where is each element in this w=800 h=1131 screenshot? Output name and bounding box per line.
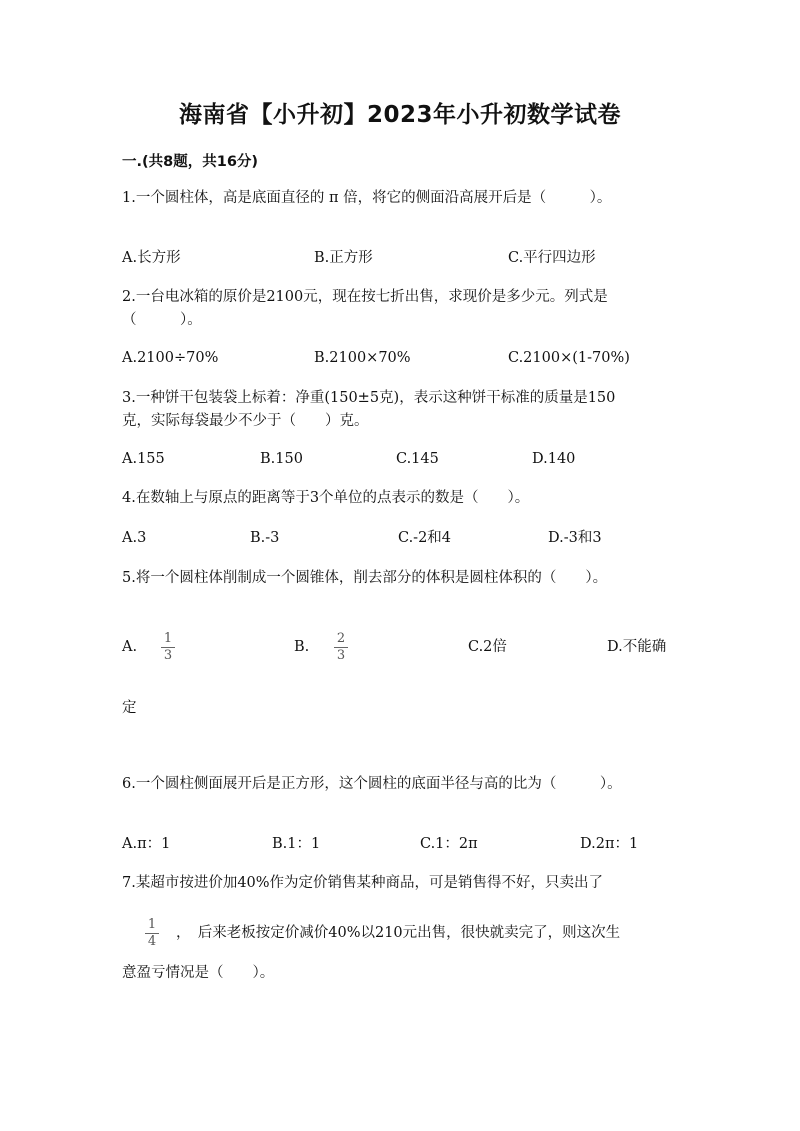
q6-option-d[interactable]: D.2π：1 [580,836,639,852]
question-7-text-line1: 7.某超市按进价加40%作为定价销售某种商品，可是销售得不好，只卖出了 [122,875,604,891]
page-title: 海南省【小升初】2023年小升初数学试卷 [178,102,621,128]
q3-option-c[interactable]: C.145 [396,451,439,467]
q4-option-a[interactable]: A.3 [122,530,147,546]
q7-fraction-numerator: 1 [147,917,157,932]
question-2-text-line2: （ ）。 [122,312,202,328]
q3-option-d[interactable]: D.140 [532,451,576,467]
q4-option-b[interactable]: B.-3 [250,530,280,546]
question-7-text-line3: 意盈亏情况是（ ）。 [122,965,275,981]
question-3-text-line1: 3.一种饼干包装袋上标着：净重(150±5克)，表示这种饼干标准的质量是150 [122,390,616,406]
question-6-text: 6.一个圆柱侧面展开后是正方形，这个圆柱的底面半径与高的比为（ ）。 [122,776,622,792]
q6-option-a[interactable]: A.π：1 [122,836,171,852]
q5-option-b-numerator: 2 [336,631,346,646]
q6-option-c[interactable]: C.1：2π [420,836,478,852]
q5-option-d-line2[interactable]: 定 [122,700,137,716]
q2-option-a[interactable]: A.2100÷70% [122,350,219,366]
q5-option-b-denominator: 3 [336,648,346,663]
q4-option-d[interactable]: D.-3和3 [548,530,602,546]
q5-option-b-label[interactable]: B. [294,639,310,655]
q2-option-b[interactable]: B.2100×70% [314,350,411,366]
q7-fraction [145,918,159,949]
question-1-text: 1.一个圆柱体，高是底面直径的 π 倍，将它的侧面沿高展开后是（ ）。 [122,190,612,206]
q5-option-a-fraction[interactable] [161,632,175,663]
question-5-text: 5.将一个圆柱体削制成一个圆锥体，削去部分的体积是圆柱体积的（ ）。 [122,570,608,586]
q5-option-c[interactable]: C.2倍 [468,639,507,655]
q1-option-b[interactable]: B.正方形 [314,250,373,266]
q5-option-d-line1[interactable]: D.不能确 [607,639,667,655]
question-4-text: 4.在数轴上与原点的距离等于3个单位的点表示的数是（ ）。 [122,490,530,506]
q5-option-b-fraction[interactable] [334,632,348,663]
q5-option-a-denominator: 3 [163,648,173,663]
q1-option-a[interactable]: A.长方形 [122,250,181,266]
question-3-text-line2: 克，实际每袋最少不少于（ ）克。 [122,413,369,429]
question-7-text-line2: ， 后来老板按定价减价40%以210元出售，很快就卖完了，则这次生 [176,925,621,941]
q7-fraction-denominator: 4 [147,934,157,949]
q1-option-c[interactable]: C.平行四边形 [508,250,596,266]
question-2-text-line1: 2.一台电冰箱的原价是2100元，现在按七折出售，求现价是多少元。列式是 [122,289,608,305]
q3-option-a[interactable]: A.155 [122,451,165,467]
q2-option-c[interactable]: C.2100×(1-70%) [508,350,630,366]
q5-option-a-label[interactable]: A. [122,639,138,655]
q3-option-b[interactable]: B.150 [260,451,303,467]
q4-option-c[interactable]: C.-2和4 [398,530,452,546]
q5-option-a-numerator: 1 [163,631,173,646]
q6-option-b[interactable]: B.1：1 [272,836,321,852]
section-header: 一.(共8题，共16分) [122,154,259,170]
